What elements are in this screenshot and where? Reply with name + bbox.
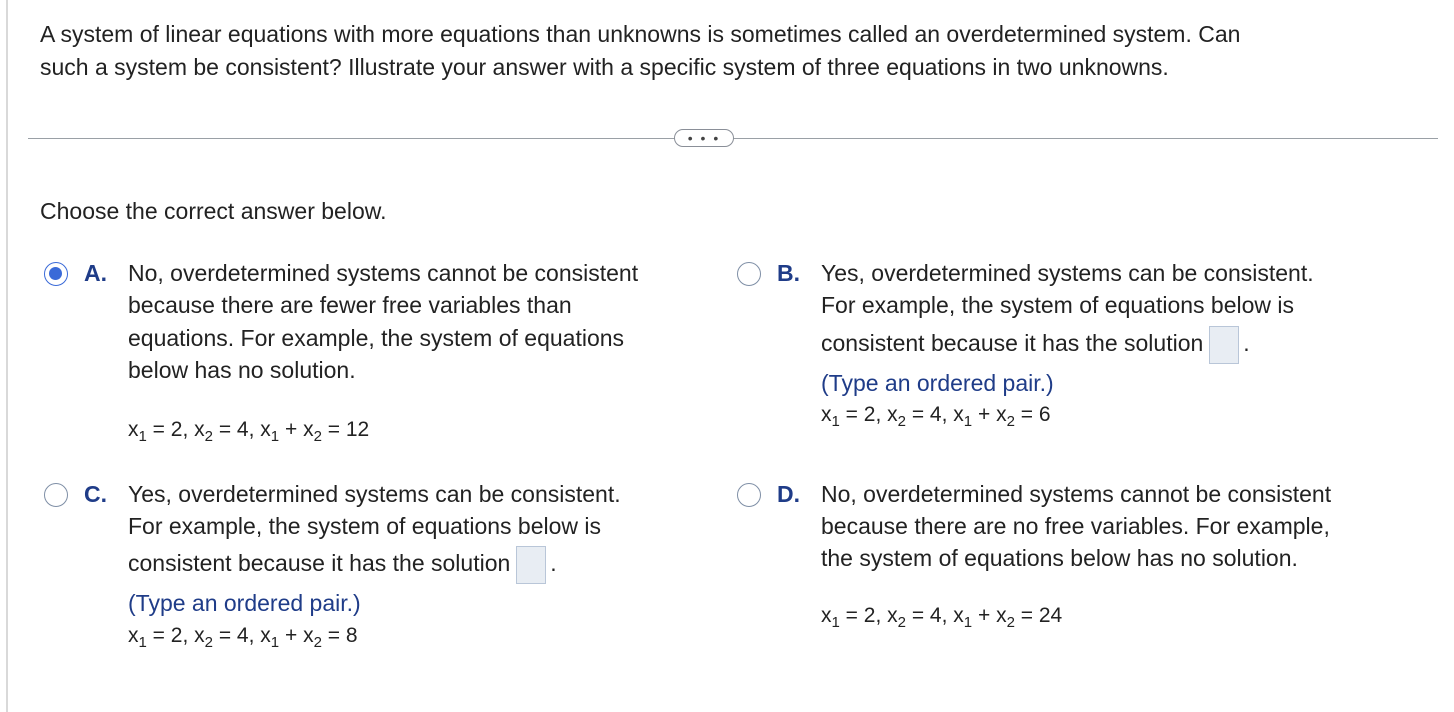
question-text (40, 18, 1420, 84)
option-a-text-line: No, overdetermined systems cannot be consistent (128, 260, 639, 286)
option-c-hint: (Type an ordered pair.) (128, 590, 361, 616)
option-b-hint: (Type an ordered pair.) (821, 370, 1054, 396)
option-a-text-line: because there are fewer free variables than (128, 292, 572, 318)
option-c-text-line: Yes, overdetermined systems can be consistent. (128, 481, 621, 507)
option-d-text-line: the system of equations below has no solution. (821, 545, 1298, 571)
option-d-text-line: because there are no free variables. For example, (821, 513, 1330, 539)
option-a-text-line: equations. For example, the system of equations (128, 325, 625, 351)
question-line-1: A system of linear equations with more equations than unknowns is sometimes called an overdetermined system. Can (40, 21, 1241, 47)
instruction-text: Choose the correct answer below. (40, 198, 387, 224)
option-d-text-line: No, overdetermined systems cannot be consistent (821, 481, 1332, 507)
question-line-2: such a system be consistent? Illustrate your answer with a specific system of three equations in two unknowns. (40, 54, 1169, 80)
option-c-radio[interactable] (44, 483, 68, 507)
option-d-equation: $x_1 = 2$, $x_2 = 4$, $x_1 + x_2 = 24$ (821, 604, 1063, 631)
option-a-letter: A. (84, 260, 107, 286)
ellipsis-icon: • • • (687, 130, 721, 146)
option-d-letter: D. (777, 481, 800, 507)
option-b-text-line: consistent because it has the solution . (821, 326, 1250, 364)
option-b-answer-input[interactable] (1209, 326, 1239, 364)
option-a-radio[interactable] (44, 262, 68, 286)
option-b-radio[interactable] (737, 262, 761, 286)
expand-more-button[interactable] (674, 129, 734, 147)
option-b-equation: $x_1 = 2$, $x_2 = 4$, $x_1 + x_2 = 6$ (821, 403, 1051, 430)
option-a-text-line: below has no solution. (128, 357, 356, 383)
option-c-answer-input[interactable] (516, 546, 546, 584)
left-border (6, 0, 8, 712)
option-c-text-line: For example, the system of equations below is (128, 513, 602, 539)
option-b-letter: B. (777, 260, 800, 286)
option-c-equation: $x_1 = 2$, $x_2 = 4$, $x_1 + x_2 = 8$ (128, 624, 358, 651)
option-a-equation: $x_1 = 2$, $x_2 = 4$, $x_1 + x_2 = 12$ (128, 418, 370, 445)
option-b-text-line: Yes, overdetermined systems can be consistent. (821, 260, 1314, 286)
option-d-radio[interactable] (737, 483, 761, 507)
option-b-text-line: For example, the system of equations below is (821, 292, 1295, 318)
option-c-letter: C. (84, 481, 107, 507)
option-c-text-line: consistent because it has the solution . (128, 546, 557, 584)
